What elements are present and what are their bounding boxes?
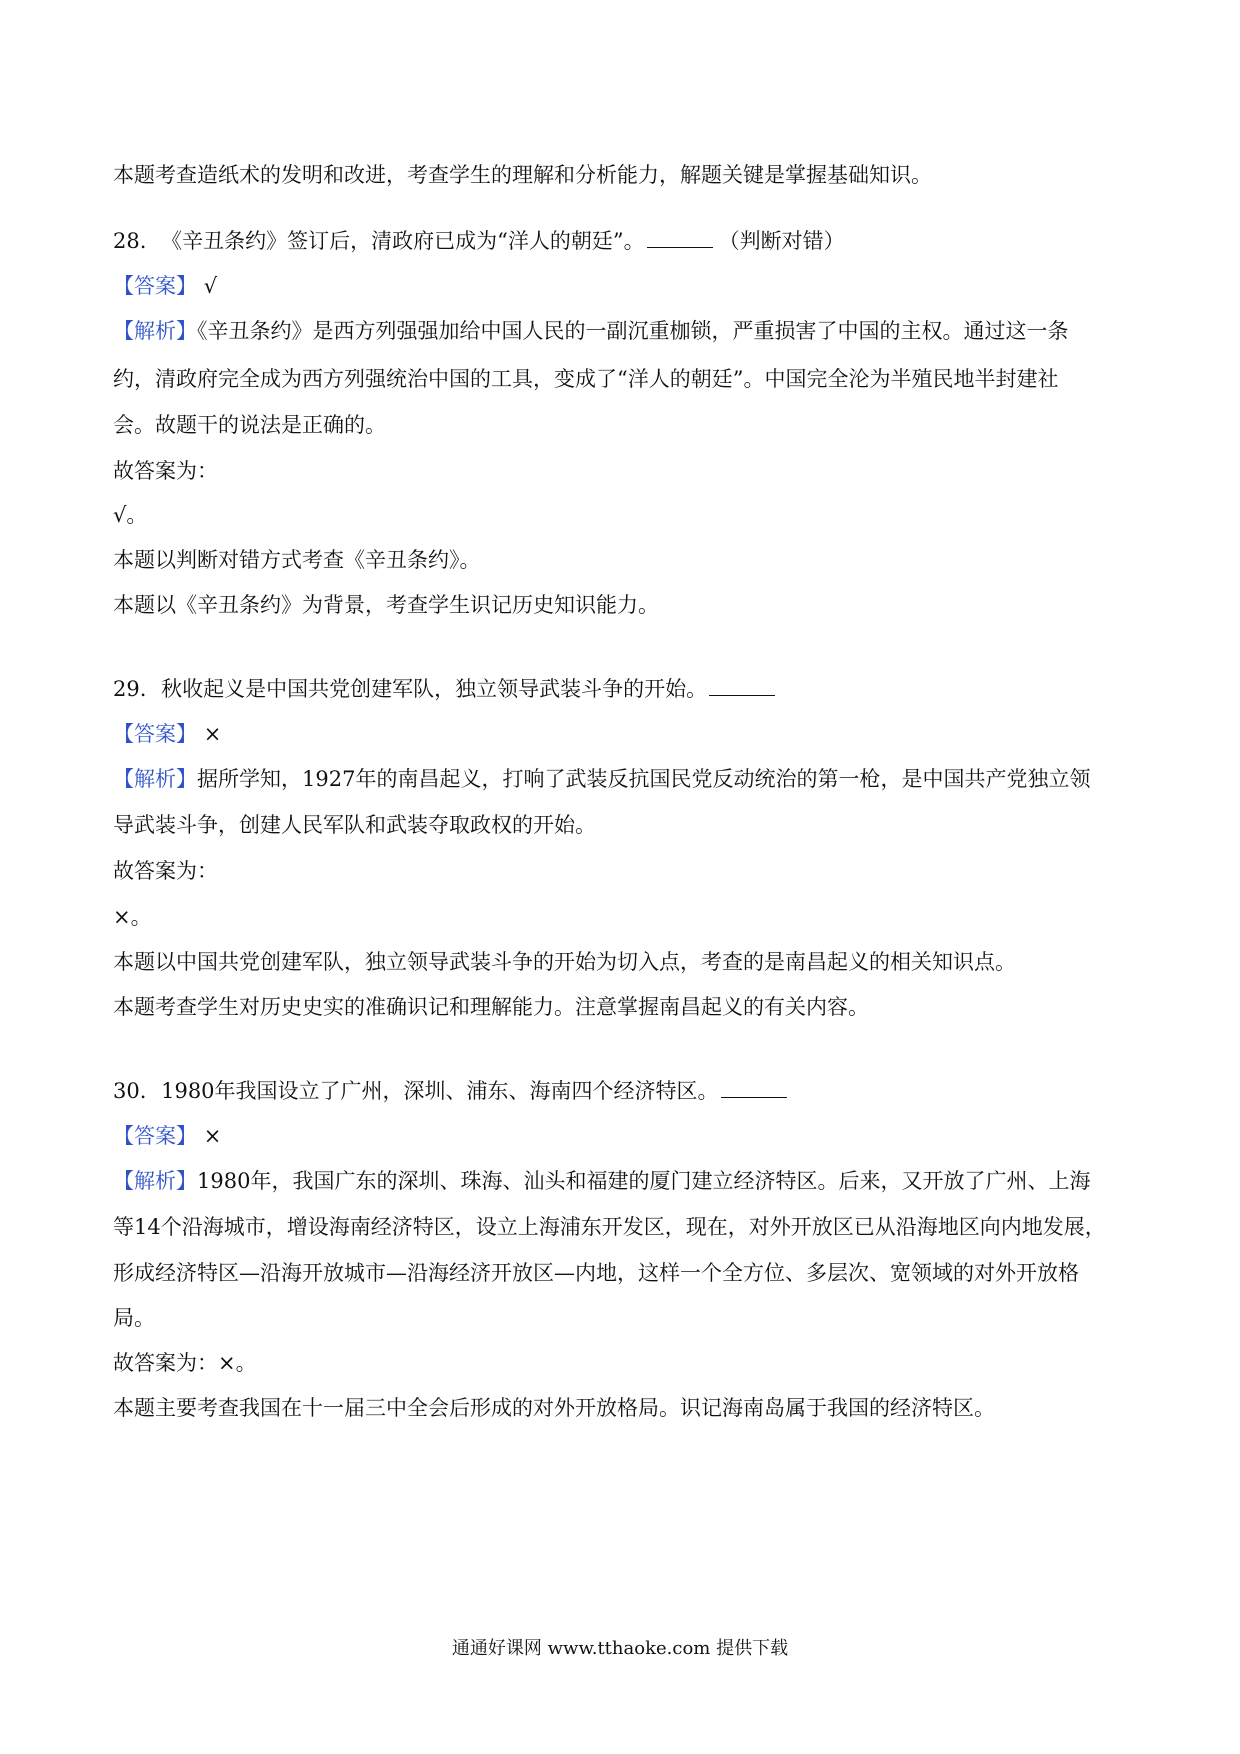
question-29-conclusion-line: ×。 xyxy=(113,905,152,929)
analysis-text: 1980年，我国广东的深圳、珠海、汕头和福建的厦门建立经济特区。后来，又开放了广州、上海 xyxy=(197,1169,1091,1193)
question-29-stem xyxy=(113,674,1133,704)
question-30-analysis-line: 等14个沿海城市，增设海南经济特区，设立上海浦东开发区，现在，对外开放区已从沿海地区向内地发展， xyxy=(113,1215,1106,1239)
question-text: 秋收起义是中国共党创建军队，独立领导武装斗争的开始。 xyxy=(161,677,708,701)
question-number: 30. xyxy=(113,1079,147,1103)
analysis-tag: 【解析】 xyxy=(113,319,197,343)
page-footer: 通通好课网 www.tthaoke.com 提供下载 xyxy=(451,1638,789,1659)
question-28-conclusion-line: 故答案为： xyxy=(113,459,218,483)
answer-tag: 【答案】 xyxy=(113,1124,197,1148)
analysis-text: 据所学知，1927年的南昌起义，打响了武装反抗国民党反动统治的第一枪，是中国共产党独立领 xyxy=(197,767,1091,791)
question-30-stem xyxy=(113,1076,1133,1106)
question-28-analysis-line xyxy=(113,316,1133,346)
answer-value: × xyxy=(203,1124,222,1148)
answer-blank xyxy=(721,1096,787,1098)
question-text: 1980年我国设立了广州，深圳、浦东、海南四个经济特区。 xyxy=(161,1079,719,1103)
answer-tag: 【答案】 xyxy=(113,274,197,298)
analysis-text: 《辛丑条约》是西方列强强加给中国人民的一副沉重枷锁，严重损害了中国的主权。通过这一条 xyxy=(197,319,1069,343)
question-28-analysis-line: 约，清政府完全成为西方列强统治中国的工具，变成了“洋人的朝廷”。中国完全沦为半殖民地半封建社 xyxy=(113,367,1059,391)
answer-value: √ xyxy=(203,274,218,298)
question-28-conclusion-line: 本题以判断对错方式考查《辛丑条约》。 xyxy=(113,548,481,572)
question-30-analysis-line xyxy=(113,1166,1133,1196)
question-30-answer xyxy=(113,1121,1133,1151)
question-30-analysis-line: 形成经济特区—沿海开放城市—沿海经济开放区—内地，这样一个全方位、多层次、宽领域的对外开放格 xyxy=(113,1261,1079,1285)
question-30-conclusion-line: 本题主要考查我国在十一届三中全会后形成的对外开放格局。识记海南岛属于我国的经济特区。 xyxy=(113,1396,995,1420)
analysis-tag: 【解析】 xyxy=(113,767,197,791)
question-suffix: （判断对错） xyxy=(718,229,845,253)
question-30-analysis-line: 局。 xyxy=(113,1306,155,1330)
question-30-conclusion-line: 故答案为：×。 xyxy=(113,1351,257,1375)
question-text: 《辛丑条约》签订后，清政府已成为“洋人的朝廷”。 xyxy=(161,229,645,253)
question-29-conclusion-line: 本题以中国共党创建军队，独立领导武装斗争的开始为切入点，考查的是南昌起义的相关知识点。 xyxy=(113,950,1016,974)
analysis-tag: 【解析】 xyxy=(113,1169,197,1193)
answer-blank xyxy=(647,246,713,248)
question-28-stem xyxy=(113,226,1133,256)
intro-text: 本题考查造纸术的发明和改进，考查学生的理解和分析能力，解题关键是掌握基础知识。 xyxy=(113,163,932,187)
question-28-conclusion-line: √。 xyxy=(113,503,148,527)
answer-blank xyxy=(709,694,775,696)
question-29-analysis-line: 导武装斗争，创建人民军队和武装夺取政权的开始。 xyxy=(113,813,596,837)
question-29-answer xyxy=(113,719,1133,749)
question-number: 29. xyxy=(113,677,147,701)
question-29-conclusion-line: 故答案为： xyxy=(113,859,218,883)
answer-tag: 【答案】 xyxy=(113,722,197,746)
question-28-conclusion-line: 本题以《辛丑条约》为背景，考查学生识记历史知识能力。 xyxy=(113,593,659,617)
question-number: 28. xyxy=(113,229,147,253)
question-29-conclusion-line: 本题考查学生对历史史实的准确识记和理解能力。注意掌握南昌起义的有关内容。 xyxy=(113,995,869,1019)
question-28-analysis-line: 会。故题干的说法是正确的。 xyxy=(113,413,386,437)
question-29-analysis-line xyxy=(113,764,1133,794)
answer-value: × xyxy=(203,722,222,746)
question-28-answer xyxy=(113,271,1133,301)
